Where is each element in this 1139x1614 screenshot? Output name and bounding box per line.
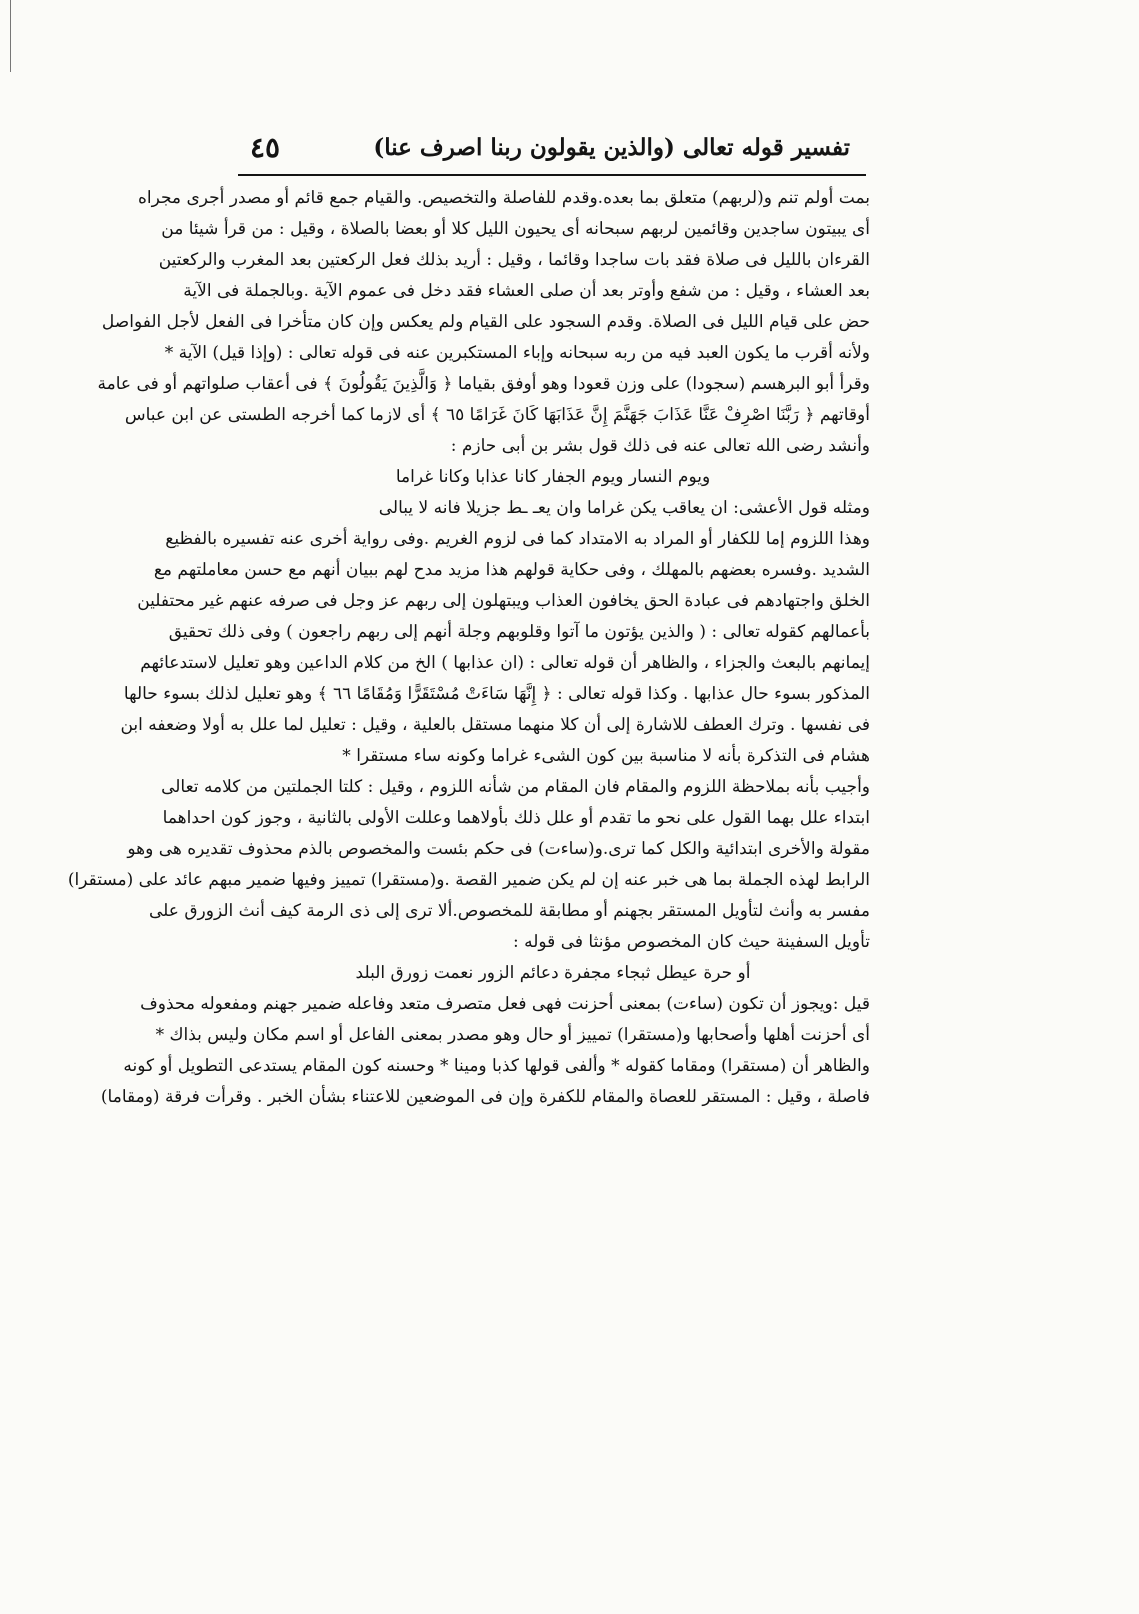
page-number: ٤٥ [250, 130, 281, 164]
verse-line-3: أو حرة عيطل ثبجاء مجفرة دعائم الزور نعمت زورق البلد [355, 963, 751, 983]
text-line-17: المذكور بسوء حال عذابها . وكذا قوله تعالى : ﴿ إِنَّهَا سَاءَتْ مُسْتَقَرًّا وَمُقَامًا ٦٦ ﴾ وهو تعليل لذلك بسوء حالها [123, 684, 870, 704]
text-line-21: ابتداء علل بهما القول على نحو ما تقدم أو علل ذلك بأولاهما وعللت الأولى بالثانية ، وجوز كون احداهما [162, 808, 870, 828]
verse-line-1: ويوم النسار ويوم الجفار كانا عذابا وكانا غراما [395, 467, 711, 487]
text-line-14: الخلق واجتهادهم فى عبادة الحق يخافون العذاب ويبتهلون إلى ربهم عز وجل فى صرفه عنهم غير محتفلين [137, 591, 870, 611]
text-line-28: أى أحزنت أهلها وأصحابها و(مستقرا) تمييز أو حال وهو مصدر بمعنى الفاعل أو اسم مكان وليس بذاك * [155, 1025, 870, 1045]
text-line-1: بمت أولم تنم و(لربهم) متعلق بما بعده.وقدم للفاصلة والتخصيص. والقيام جمع قائم أو مصدر أجرى مجراه [137, 188, 870, 208]
text-line-9: وأنشد رضى الله تعالى عنه فى ذلك قول بشر بن أبى حازم : [450, 436, 870, 456]
text-line-25: تأويل السفينة حيث كان المخصوص مؤنثا فى قوله : [512, 932, 870, 952]
text-line-12: وهذا اللزوم إما للكفار أو المراد به الامتداد كما فى لزوم الغريم .وفى رواية أخرى عنه تفسيره بالفظيع [165, 529, 870, 549]
text-line-4: بعد العشاء ، وقيل : من شفع وأوتر بعد أن صلى العشاء فقد دخل فى عموم الآية .وبالجملة فى الآية [183, 281, 870, 301]
text-line-24: مفسر به وأنث لتأويل المستقر بجهنم أو مطابقة للمخصوص.ألا ترى إلى ذى الرمة كيف أنث الزورق على [149, 901, 870, 921]
body-text [67, 183, 870, 1113]
text-line-20: وأجيب بأنه بملاحظة اللزوم والمقام فان المقام من شأنه اللزوم ، وقيل : كلتا الجملتين من كلامه تعالى [161, 777, 870, 797]
margin-mark [10, 0, 11, 72]
header-rule [238, 174, 866, 176]
text-line-16: إيمانهم بالبعث والجزاء ، والظاهر أن قوله تعالى : (ان عذابها ) الخ من كلام الداعين وهو تعليل لاستدعائهم [140, 653, 870, 673]
text-line-22: مقولة والأخرى ابتدائية والكل كما ترى.و(ساءت) فى حكم بئست والمخصوص بالذم محذوف تقديره هى وهو [127, 839, 870, 859]
text-line-7: وقرأ أبو البرهسم (سجودا) على وزن قعودا وهو أوفق بقياما ﴿ وَالَّذِينَ يَقُولُونَ ﴾ فى أعقاب صلواتهم أو فى عامة [97, 374, 870, 394]
text-line-15: بأعمالهم كقوله تعالى : ( والذين يؤتون ما آتوا وقلوبهم وجلة أنهم إلى ربهم راجعون ) وفى ذلك تحقيق [168, 622, 870, 642]
text-line-23: الرابط لهذه الجملة بما هى خبر عنه إن لم يكن ضمير القصة .و(مستقرا) تمييز وفيها ضمير مبهم عائد على (مستقرا) [67, 870, 870, 890]
text-line-6: ولأنه أقرب ما يكون العبد فيه من ربه سبحانه وإباء المستكبرين عنه فى قوله تعالى : (وإذا قيل) الآية * [164, 343, 870, 363]
text-line-8: أوقاتهم ﴿ رَبَّنَا اصْرِفْ عَنَّا عَذَابَ جَهَنَّمَ إِنَّ عَذَابَهَا كَانَ غَرَامًا ٦٥ ﴾ أى لازما كما أخرجه الطستى عن ابن عباس [124, 405, 870, 425]
text-line-2: أى يبيتون ساجدين وقائمين لربهم سبحانه أى يحيون الليل كلا أو بعضا بالصلاة ، وقيل : من قرأ شيئا من [161, 219, 870, 239]
text-line-13: الشديد .وفسره بعضهم بالمهلك ، وفى حكاية قولهم هذا مزيد مدح لهم ببيان أنهم مع حسن معاملتهم مع [153, 560, 870, 580]
text-line-30: فاصلة ، وقيل : المستقر للعصاة والمقام للكفرة وإن فى الموضعين للاعتناء بشأن الخبر . وقرأت فرقة (ومقاما) [100, 1087, 870, 1107]
text-line-19: هشام فى التذكرة بأنه لا مناسبة بين كون الشىء غراما وكونه ساء مستقرا * [342, 746, 870, 766]
text-line-27: قيل :ويجوز أن تكون (ساءت) بمعنى أحزنت فهى فعل متصرف متعد وفاعله ضمير جهنم ومفعوله محذوف [140, 994, 870, 1014]
text-line-18: فى نفسها . وترك العطف للاشارة إلى أن كلا منهما مستقل بالعلية ، وقيل : تعليل لما علل به أولا وضعفه ابن [120, 715, 870, 735]
text-line-29: والظاهر أن (مستقرا) ومقاما كقوله * وألفى قولها كذبا ومينا * وحسنه كون المقام يستدعى التطويل أو كونه [123, 1056, 870, 1076]
verse-line-2: ومثله قول الأعشى: ان يعاقب يكن غراما وان يعـ ـط جزيلا فانه لا يبالى [378, 498, 870, 518]
text-line-5: حض على قيام الليل فى الصلاة. وقدم السجود على القيام ولم يعكس وإن كان متأخرا فى الفعل لأجل الفواصل [101, 312, 870, 332]
text-line-3: القرءان بالليل فى صلاة فقد بات ساجدا وقائما ، وقيل : أريد بذلك فعل الركعتين بعد المغرب والركعتين [158, 250, 870, 270]
page-header [240, 122, 850, 172]
running-title: تفسير قوله تعالى (والذين يقولون ربنا اصرف عنا) [373, 133, 850, 161]
